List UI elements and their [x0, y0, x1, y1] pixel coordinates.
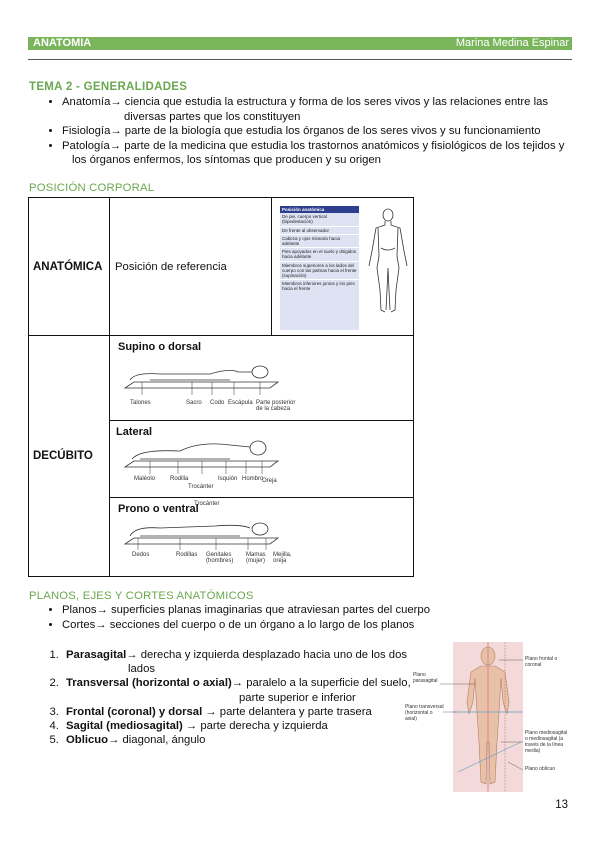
definition-item — [62, 124, 587, 139]
axes-term: Sagital (mediosagital) — [66, 720, 183, 733]
prono-title: Prono o ventral — [118, 503, 199, 515]
anatomica-desc: Posición de referencia — [110, 198, 272, 336]
definition-item — [62, 139, 587, 168]
axes-term: Oblicuo — [66, 734, 109, 747]
lateral-panel — [110, 421, 413, 498]
axes-term: Parasagital — [66, 649, 127, 661]
prone-label: Dedos — [132, 552, 150, 558]
plane-label: Plano oblicuo — [525, 766, 556, 772]
box-item: Miembros inferiores juntos y los pies hacia el frente — [282, 281, 355, 292]
planos-item — [62, 603, 430, 618]
planos-term: Cortes — [62, 619, 96, 631]
arrow: → — [95, 619, 107, 631]
planos-list — [40, 603, 430, 633]
planos-term: Planos — [62, 604, 97, 616]
arrow: → — [110, 96, 122, 108]
plane-label: Plano mediosagital o mediosagital (a través de la línea media) — [525, 730, 568, 754]
supine-figure-illustration — [120, 358, 290, 398]
section-planos-title: PLANOS, EJES Y CORTES ANATÓMICOS — [29, 590, 254, 602]
arrow: → — [109, 139, 122, 152]
topic-title: TEMA 2 - GENERALIDADES — [29, 81, 188, 93]
def-term: Fisiología — [62, 125, 111, 137]
prone-label: Genitales (hombres) — [206, 552, 234, 564]
arrow: → — [108, 734, 120, 747]
supino-title: Supino o dorsal — [118, 341, 202, 353]
def-term: Patología — [62, 139, 110, 152]
supine-label: Codo — [210, 400, 225, 406]
anatomica-label: ANATÓMICA — [29, 198, 110, 336]
plane-label: Plano parasagital — [413, 672, 438, 684]
axes-text: diagonal, ángulo — [119, 734, 206, 747]
prone-label: Mamas (mujer) — [246, 552, 266, 564]
box-item: Cabeza y ojos mirando hacia adelante — [280, 235, 359, 248]
definitions-list — [40, 95, 587, 168]
def-cont: los órganos enfermos, los síntomas que producen y su origen — [72, 154, 381, 166]
anatomical-position-box — [280, 206, 359, 330]
def-text: parte de la biología que estudia los órganos de los seres vivos y su funcionamiento — [124, 125, 541, 137]
lateral-label: Oreja — [262, 478, 277, 484]
planos-text: secciones del cuerpo o de un órgano a lo largo de los planos — [109, 619, 415, 631]
plane-label: Plano transversal (horizontal o axial) — [405, 704, 444, 722]
prone-label: Trocánter — [194, 501, 220, 507]
anatomica-figure-cell — [272, 198, 414, 336]
header-rule — [28, 59, 572, 60]
lateral-title: Lateral — [116, 426, 153, 438]
box-item: De pie, cuerpo vertical (bipedestación) — [280, 213, 359, 226]
def-text: ciencia que estudia la estructura y forma de los seres vivos y las relaciones entre las — [124, 96, 549, 108]
axes-text: paralelo a la superficie del suelo, — [246, 677, 411, 690]
axes-cont: lados — [128, 663, 156, 676]
planos-text: superficies planas imaginarias que atraviesan partes del cuerpo — [110, 604, 430, 616]
arrow: → — [126, 649, 138, 661]
prono-panel — [110, 498, 413, 576]
supine-label: Talones — [130, 400, 151, 406]
axes-item — [62, 705, 442, 719]
supino-panel — [110, 336, 413, 421]
planos-item — [62, 618, 430, 633]
header-subject: ANATOMIA — [33, 37, 92, 49]
page-number: 13 — [555, 799, 568, 811]
box-header: Posición anatómica — [280, 206, 359, 213]
supine-label: Escápula — [228, 400, 253, 406]
arrow: → — [205, 705, 217, 718]
planes-figure — [405, 642, 573, 792]
axes-cont: parte superior e inferior — [239, 691, 356, 704]
axes-text: derecha y izquierda desplazado hacia uno de los dos — [140, 649, 408, 661]
lateral-figure-illustration — [120, 431, 290, 476]
def-term: Anatomía — [62, 96, 111, 108]
axes-list — [40, 648, 442, 747]
axes-text: parte delantera y parte trasera — [216, 705, 372, 718]
axes-term: Transversal (horizontal o axial) — [66, 677, 232, 690]
box-item: De frente al observador — [280, 227, 359, 235]
lateral-label: Maléolo — [134, 476, 156, 482]
page-header — [28, 37, 572, 50]
def-text: parte de la medicina que estudia los trastornos anatómicos y fisiológicos de los tejidos y — [124, 139, 565, 152]
supine-label: Sacro — [186, 400, 202, 406]
header-author: Marina Medina Espinar — [455, 37, 569, 49]
lateral-label: Hombro — [242, 476, 264, 482]
arrow: → — [96, 604, 108, 616]
axes-text: parte derecha y izquierda — [197, 720, 328, 733]
axes-item — [62, 719, 442, 733]
lateral-label: Trocánter — [188, 484, 214, 490]
supine-label: Parte posterior de la cabeza — [256, 400, 296, 412]
definition-item — [62, 95, 587, 124]
lateral-label: Rodilla — [170, 476, 189, 482]
axes-item — [62, 676, 442, 704]
box-item: Miembros superiores a los lados del cuerpo con las palmas hacia el frente (supinación) — [280, 262, 359, 281]
lateral-label: Isquión — [218, 476, 238, 482]
box-item: Pies apoyados en el suelo y dirigidos hacia adelante — [280, 248, 359, 261]
def-cont: diversas partes que los constituyen — [124, 110, 301, 123]
section-posicion-title: POSICIÓN CORPORAL — [29, 182, 155, 194]
arrow: → — [110, 125, 122, 137]
plane-label: Plano frontal o coronal — [525, 656, 558, 668]
prone-figure-illustration — [120, 512, 290, 552]
prone-label: Rodillas — [176, 552, 198, 558]
decubito-cell — [110, 336, 414, 577]
arrow: → — [185, 720, 198, 733]
axes-item — [62, 648, 442, 676]
axes-item — [62, 733, 442, 747]
axes-term: Frontal (coronal) y dorsal — [66, 705, 203, 718]
anatomical-figure-illustration — [364, 206, 412, 316]
prone-label: Mejilla, oreja — [273, 552, 292, 564]
position-table — [28, 197, 414, 577]
arrow: → — [231, 677, 244, 690]
decubito-label: DECÚBITO — [29, 336, 110, 577]
